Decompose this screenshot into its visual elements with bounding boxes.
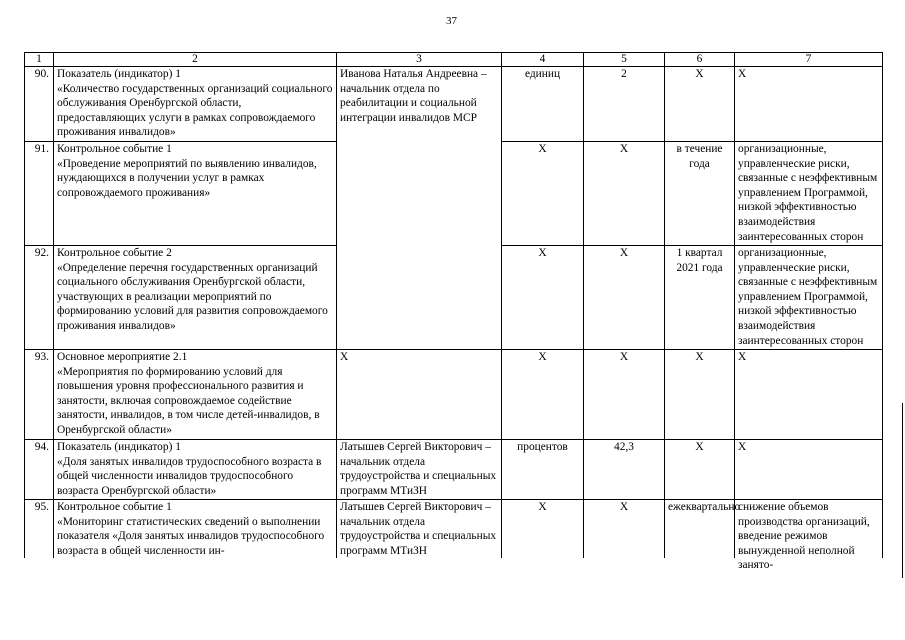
row-description-cell bbox=[54, 142, 337, 246]
unit-cell: X bbox=[502, 350, 584, 440]
value-cell: 42,3 bbox=[584, 440, 665, 500]
row-description-cell bbox=[54, 67, 337, 142]
value-cell: 2 bbox=[584, 67, 665, 142]
row-title: Контрольное событие 1 bbox=[57, 501, 172, 513]
margin-mark bbox=[902, 403, 903, 578]
row-title: Показатель (индикатор) 1 bbox=[57, 441, 181, 453]
row-number: 94. bbox=[25, 440, 54, 500]
col-header: 1 bbox=[25, 53, 54, 67]
term-cell bbox=[665, 500, 741, 559]
col-header: 4 bbox=[502, 53, 584, 67]
row-description-cell bbox=[54, 350, 337, 440]
term-cell: 1 квартал 2021 года bbox=[665, 246, 735, 350]
col-header: 7 bbox=[735, 53, 883, 67]
row-number: 92. bbox=[25, 246, 54, 350]
row-description-cell bbox=[54, 500, 337, 559]
col-header: 3 bbox=[337, 53, 502, 67]
risks-cell: X bbox=[735, 67, 883, 142]
value-cell: X bbox=[584, 500, 665, 559]
row-description-cell bbox=[54, 246, 337, 350]
col-header: 2 bbox=[54, 53, 337, 67]
row-title: Контрольное событие 2 bbox=[57, 247, 172, 259]
responsible-cell: Латышев Сергей Викторович – начальник отдела трудоустройства и специальных программ МТиЗН bbox=[337, 440, 502, 500]
row-title: Контрольное событие 1 bbox=[57, 143, 172, 155]
term-cell: X bbox=[665, 440, 735, 500]
row-number: 91. bbox=[25, 142, 54, 246]
unit-cell: единиц bbox=[502, 67, 584, 142]
responsible-cell: X bbox=[337, 350, 502, 440]
risks-cell: организационные, управленческие риски, связанные с неэффективным управлением Программой, низкой эффективностью взаимодействия заинтересованных сторон bbox=[735, 246, 883, 350]
row-number: 90. bbox=[25, 67, 54, 142]
col-header: 5 bbox=[584, 53, 665, 67]
term-text: ежеквартально bbox=[668, 501, 741, 513]
page-number: 37 bbox=[446, 15, 457, 27]
unit-cell: X bbox=[502, 142, 584, 246]
row-text: «Мероприятия по формированию условий для повышения уровня профессионального развития и занятости, включая сопровождаемое содействие занятости, инвалидов, в том числе детей-инвалидов, в Оренбургской области» bbox=[57, 365, 320, 436]
term-cell: X bbox=[665, 67, 735, 142]
col-header: 6 bbox=[665, 53, 735, 67]
unit-cell: X bbox=[502, 246, 584, 350]
table-row bbox=[25, 67, 883, 142]
responsible-text: Латышев Сергей Викторович – начальник отдела трудоустройства и специальных программ МТиЗН bbox=[340, 501, 497, 557]
value-cell: X bbox=[584, 246, 665, 350]
row-text: «Доля занятых инвалидов трудоспособного возраста в общей численности инвалидов трудоспособного возраста Оренбургской области» bbox=[57, 455, 322, 497]
risks-cell: X bbox=[735, 440, 883, 500]
row-text: «Определение перечня государственных организаций социального обслуживания Оренбургской области, участвующих в реализации мероприятий по формированию условий для развития сопровождаемого проживания инвалидов» bbox=[57, 261, 328, 332]
header-row bbox=[25, 53, 883, 67]
risks-cell bbox=[735, 500, 883, 572]
value-cell: X bbox=[584, 142, 665, 246]
row-number: 95. bbox=[25, 500, 54, 559]
table-row bbox=[25, 500, 883, 559]
row-number: 93. bbox=[25, 350, 54, 440]
responsible-cell: Иванова Наталья Андреевна – начальник отдела по реабилитации и социальной интеграции инвалидов МСР bbox=[337, 67, 502, 350]
row-text: «Мониторинг статистических сведений о выполнении показателя «Доля занятых инвалидов трудоспособного возраста в общей численности ин- bbox=[57, 515, 325, 557]
risks-text: снижение объемов производства организаций, введение режимов вынужденной неполной занято- bbox=[738, 501, 870, 572]
row-description-cell bbox=[54, 440, 337, 500]
row-title: Показатель (индикатор) 1 bbox=[57, 68, 181, 80]
unit-cell: X bbox=[502, 500, 584, 559]
risks-cell: X bbox=[735, 350, 883, 440]
value-cell: X bbox=[584, 350, 665, 440]
program-table bbox=[24, 52, 883, 572]
row-text: «Количество государственных организаций социального обслуживания Оренбургской области, предоставляющих услуги в рамках сопровождаемого проживания инвалидов» bbox=[57, 82, 333, 139]
term-cell: в течение года bbox=[665, 142, 735, 246]
risks-cell: организационные, управленческие риски, связанные с неэффективным управлением Программой, низкой эффективностью взаимодействия заинтересованных сторон bbox=[735, 142, 883, 246]
term-cell: X bbox=[665, 350, 735, 440]
row-text: «Проведение мероприятий по выявлению инвалидов, нуждающихся в получении услуг в рамках сопровождаемого проживания» bbox=[57, 157, 317, 199]
row-title: Основное мероприятие 2.1 bbox=[57, 351, 188, 363]
unit-cell: процентов bbox=[502, 440, 584, 500]
responsible-cell bbox=[337, 500, 502, 559]
table-row bbox=[25, 440, 883, 500]
table-row bbox=[25, 350, 883, 440]
